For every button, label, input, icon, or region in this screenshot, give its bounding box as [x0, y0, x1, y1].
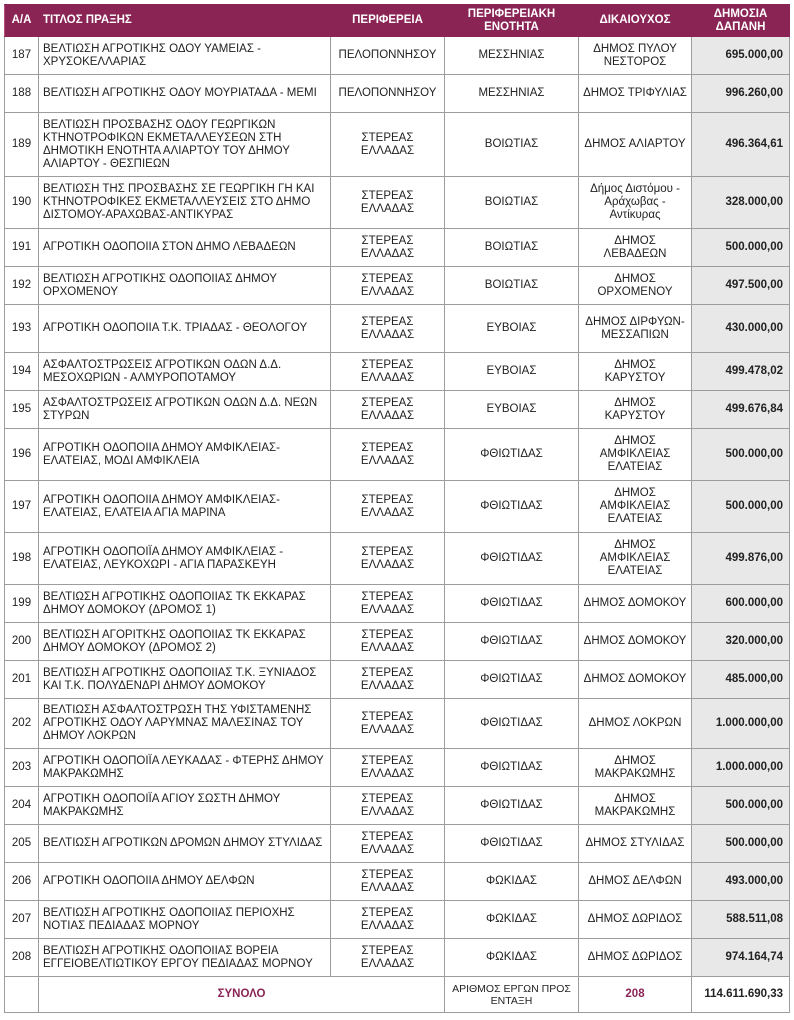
beneficiary-cell: ΔΗΜΟΣ ΑΜΦΙΚΛΕΙΑΣ ΕΛΑΤΕΙΑΣ [579, 533, 692, 585]
public-expenditure-cell: 500.000,00 [692, 787, 790, 825]
regional-unit-cell: ΒΟΙΩΤΙΑΣ [445, 229, 579, 267]
table-row [5, 305, 790, 353]
project-title: ΒΕΛΤΙΩΣΗ ΑΓΡΟΤΙΚΗΣ ΟΔΟΠΟΙΙΑΣ ΒΟΡΕΙΑ ΕΓΓΕΙΟΒΕΛΤΙΩΤΙΚΟΥ ΕΡΓΟΥ ΠΕΔΙΑΔΑΣ ΜΟΡΝΟΥ [39, 939, 331, 977]
row-number: 195 [5, 391, 39, 429]
row-number: 204 [5, 787, 39, 825]
table-row [5, 177, 790, 229]
row-number: 193 [5, 305, 39, 353]
table-row [5, 863, 790, 901]
region-cell: ΣΤΕΡΕΑΣ ΕΛΛΑΔΑΣ [331, 533, 445, 585]
project-title: ΒΕΛΤΙΩΣΗ ΑΓΡΟΤΙΚΗΣ ΟΔΟΥ ΜΟΥΡΙΑΤΑΔΑ - ΜΕΜΙ [39, 75, 331, 113]
beneficiary-cell: ΔΗΜΟΣ ΠΥΛΟΥ ΝΕΣΤΟΡΟΣ [579, 37, 692, 75]
regional-unit-cell: ΒΟΙΩΤΙΑΣ [445, 177, 579, 229]
beneficiary-cell: ΔΗΜΟΣ ΛΕΒΑΔΕΩΝ [579, 229, 692, 267]
table-row [5, 825, 790, 863]
row-number: 199 [5, 585, 39, 623]
regional-unit-cell: ΕΥΒΟΙΑΣ [445, 305, 579, 353]
table-row [5, 749, 790, 787]
regional-unit-cell: ΦΩΚΙΔΑΣ [445, 863, 579, 901]
region-cell: ΣΤΕΡΕΑΣ ΕΛΛΑΔΑΣ [331, 267, 445, 305]
total-amount: 114.611.690,33 [692, 977, 790, 1013]
beneficiary-cell: ΔΗΜΟΣ ΣΤΥΛΙΔΑΣ [579, 825, 692, 863]
row-number: 197 [5, 481, 39, 533]
total-empty-cell [5, 977, 39, 1013]
row-number: 188 [5, 75, 39, 113]
header-amount: ΔΗΜΟΣΙΑ ΔΑΠΑΝΗ [692, 5, 790, 37]
project-title: ΒΕΛΤΙΩΣΗ ΑΓΡΟΤΙΚΗΣ ΟΔΟΠΟΙΙΑΣ ΔΗΜΟΥ ΟΡΧΟΜΕΝΟΥ [39, 267, 331, 305]
regional-unit-cell: ΦΘΙΩΤΙΔΑΣ [445, 749, 579, 787]
regional-unit-cell: ΦΘΙΩΤΙΔΑΣ [445, 661, 579, 699]
project-title: ΑΓΡΟΤΙΚΗ ΟΔΟΠΟΙΪΑ ΑΓΙΟΥ ΣΩΣΤΗ ΔΗΜΟΥ ΜΑΚΡΑΚΩΜΗΣ [39, 787, 331, 825]
region-cell: ΣΤΕΡΕΑΣ ΕΛΛΑΔΑΣ [331, 113, 445, 177]
row-number: 187 [5, 37, 39, 75]
table-row [5, 113, 790, 177]
region-cell: ΣΤΕΡΕΑΣ ΕΛΛΑΔΑΣ [331, 863, 445, 901]
row-number: 194 [5, 353, 39, 391]
row-number: 192 [5, 267, 39, 305]
beneficiary-cell: ΔΗΜΟΣ ΜΑΚΡΑΚΩΜΗΣ [579, 749, 692, 787]
header-title: ΤΙΤΛΟΣ ΠΡΑΞΗΣ [39, 5, 331, 37]
regional-unit-cell: ΦΘΙΩΤΙΔΑΣ [445, 787, 579, 825]
table-row [5, 391, 790, 429]
table-row [5, 787, 790, 825]
beneficiary-cell: Δήμος Διστόμου - Αράχωβας - Αντίκυρας [579, 177, 692, 229]
beneficiary-cell: ΔΗΜΟΣ ΔΙΡΦΥΩΝ-ΜΕΣΣΑΠΙΩΝ [579, 305, 692, 353]
region-cell: ΣΤΕΡΕΑΣ ΕΛΛΑΔΑΣ [331, 585, 445, 623]
project-title: ΑΓΡΟΤΙΚΗ ΟΔΟΠΟΙΪΑ ΛΕΥΚΑΔΑΣ - ΦΤΕΡΗΣ ΔΗΜΟΥ ΜΑΚΡΑΚΩΜΗΣ [39, 749, 331, 787]
regional-unit-cell: ΜΕΣΣΗΝΙΑΣ [445, 37, 579, 75]
beneficiary-cell: ΔΗΜΟΣ ΚΑΡΥΣΤΟΥ [579, 391, 692, 429]
project-title: ΒΕΛΤΙΩΣΗ ΑΓΡΟΤΙΚΗΣ ΟΔΟΠΟΙΙΑΣ ΤΚ ΕΚΚΑΡΑΣ ΔΗΜΟΥ ΔΟΜΟΚΟΥ (ΔΡΟΜΟΣ 1) [39, 585, 331, 623]
public-expenditure-cell: 695.000,00 [692, 37, 790, 75]
regional-unit-cell: ΦΘΙΩΤΙΔΑΣ [445, 623, 579, 661]
row-number: 191 [5, 229, 39, 267]
region-cell: ΣΤΕΡΕΑΣ ΕΛΛΑΔΑΣ [331, 623, 445, 661]
public-expenditure-cell: 996.260,00 [692, 75, 790, 113]
region-cell: ΣΤΕΡΕΑΣ ΕΛΛΑΔΑΣ [331, 481, 445, 533]
project-title: ΑΓΡΟΤΙΚΗ ΟΔΟΠΟΙΙΑ Τ.Κ. ΤΡΙΑΔΑΣ - ΘΕΟΛΟΓΟΥ [39, 305, 331, 353]
regional-unit-cell: ΦΘΙΩΤΙΔΑΣ [445, 481, 579, 533]
table-row [5, 229, 790, 267]
project-title: ΒΕΛΤΙΩΣΗ ΠΡΟΣΒΑΣΗΣ ΟΔΟΥ ΓΕΩΡΓΙΚΩΝ ΚΤΗΝΟΤΡΟΦΙΚΩΝ ΕΚΜΕΤΑΛΛΕΥΣΕΩΝ ΣΤΗ ΔΗΜΟΤΙΚΗ ΕΝΟΤΗΤΑ ΑΛΙΑΡΤΟΥ ΤΟΥ ΔΗΜΟΥ ΑΛΙΑΡΤΟΥ - ΘΕΣΠΙΕΩΝ [39, 113, 331, 177]
public-expenditure-cell: 500.000,00 [692, 825, 790, 863]
region-cell: ΠΕΛΟΠΟΝΝΗΣΟΥ [331, 75, 445, 113]
regional-unit-cell: ΦΘΙΩΤΙΔΑΣ [445, 585, 579, 623]
beneficiary-cell: ΔΗΜΟΣ ΔΟΜΟΚΟΥ [579, 661, 692, 699]
table-row [5, 585, 790, 623]
region-cell: ΣΤΕΡΕΑΣ ΕΛΛΑΔΑΣ [331, 177, 445, 229]
row-number: 206 [5, 863, 39, 901]
project-title: ΒΕΛΤΙΩΣΗ ΑΓΡΟΤΙΚΗΣ ΟΔΟΠΟΙΙΑΣ Τ.Κ. ΞΥΝΙΑΔΟΣ ΚΑΙ Τ.Κ. ΠΟΛΥΔΕΝΔΡΙ ΔΗΜΟΥ ΔΟΜΟΚΟΥ [39, 661, 331, 699]
beneficiary-cell: ΔΗΜΟΣ ΑΜΦΙΚΛΕΙΑΣ ΕΛΑΤΕΙΑΣ [579, 429, 692, 481]
table-row [5, 481, 790, 533]
beneficiary-cell: ΔΗΜΟΣ ΔΟΜΟΚΟΥ [579, 623, 692, 661]
project-title: ΒΕΛΤΙΩΣΗ ΑΓΡΟΤΙΚΗΣ ΟΔΟΠΟΙΙΑΣ ΠΕΡΙΟΧΗΣ ΝΟΤΙΑΣ ΠΕΔΙΑΔΑΣ ΜΟΡΝΟΥ [39, 901, 331, 939]
regional-unit-cell: ΒΟΙΩΤΙΑΣ [445, 267, 579, 305]
public-expenditure-cell: 499.478,02 [692, 353, 790, 391]
table-header-row [5, 5, 790, 37]
region-cell: ΣΤΕΡΕΑΣ ΕΛΛΑΔΑΣ [331, 229, 445, 267]
beneficiary-cell: ΔΗΜΟΣ ΔΕΛΦΩΝ [579, 863, 692, 901]
beneficiary-cell: ΔΗΜΟΣ ΑΜΦΙΚΛΕΙΑΣ ΕΛΑΤΕΙΑΣ [579, 481, 692, 533]
public-expenditure-cell: 499.676,84 [692, 391, 790, 429]
header-region: ΠΕΡΙΦΕΡΕΙΑ [331, 5, 445, 37]
row-number: 190 [5, 177, 39, 229]
header-unit: ΠΕΡΙΦΕΡΕΙΑΚΗ ΕΝΟΤΗΤΑ [445, 5, 579, 37]
project-title: ΒΕΛΤΙΩΣΗ ΤΗΣ ΠΡΟΣΒΑΣΗΣ ΣΕ ΓΕΩΡΓΙΚΗ ΓΗ ΚΑΙ ΚΤΗΝΟΤΡΟΦΙΚΕΣ ΕΚΜΕΤΑΛΛΕΥΣΕΙΣ ΣΤΟ ΔΗΜΟ ΔΙΣΤΟΜΟΥ-ΑΡΑΧΩΒΑΣ-ΑΝΤΙΚΥΡΑΣ [39, 177, 331, 229]
row-number: 200 [5, 623, 39, 661]
region-cell: ΣΤΕΡΕΑΣ ΕΛΛΑΔΑΣ [331, 939, 445, 977]
region-cell: ΣΤΕΡΕΑΣ ΕΛΛΑΔΑΣ [331, 391, 445, 429]
public-expenditure-cell: 588.511,08 [692, 901, 790, 939]
beneficiary-cell: ΔΗΜΟΣ ΔΩΡΙΔΟΣ [579, 939, 692, 977]
public-expenditure-cell: 430.000,00 [692, 305, 790, 353]
region-cell: ΠΕΛΟΠΟΝΝΗΣΟΥ [331, 37, 445, 75]
region-cell: ΣΤΕΡΕΑΣ ΕΛΛΑΔΑΣ [331, 661, 445, 699]
region-cell: ΣΤΕΡΕΑΣ ΕΛΛΑΔΑΣ [331, 305, 445, 353]
total-label: ΣΥΝΟΛΟ [39, 977, 445, 1013]
public-expenditure-cell: 499.876,00 [692, 533, 790, 585]
table-row [5, 533, 790, 585]
regional-unit-cell: ΦΘΙΩΤΙΔΑΣ [445, 533, 579, 585]
public-expenditure-cell: 500.000,00 [692, 229, 790, 267]
project-count-label: ΑΡΙΘΜΟΣ ΕΡΓΩΝ ΠΡΟΣ ΕΝΤΑΞΗ [445, 977, 579, 1013]
region-cell: ΣΤΕΡΕΑΣ ΕΛΛΑΔΑΣ [331, 699, 445, 749]
beneficiary-cell: ΔΗΜΟΣ ΔΩΡΙΔΟΣ [579, 901, 692, 939]
total-row [5, 977, 790, 1013]
table-row [5, 267, 790, 305]
project-title: ΑΣΦΑΛΤΟΣΤΡΩΣΕΙΣ ΑΓΡΟΤΙΚΩΝ ΟΔΩΝ Δ.Δ. ΝΕΩΝ ΣΤΥΡΩΝ [39, 391, 331, 429]
table-row [5, 353, 790, 391]
beneficiary-cell: ΔΗΜΟΣ ΔΟΜΟΚΟΥ [579, 585, 692, 623]
public-expenditure-cell: 320.000,00 [692, 623, 790, 661]
row-number: 203 [5, 749, 39, 787]
region-cell: ΣΤΕΡΕΑΣ ΕΛΛΑΔΑΣ [331, 825, 445, 863]
region-cell: ΣΤΕΡΕΑΣ ΕΛΛΑΔΑΣ [331, 749, 445, 787]
regional-unit-cell: ΕΥΒΟΙΑΣ [445, 353, 579, 391]
project-title: ΑΓΡΟΤΙΚΗ ΟΔΟΠΟΙΙΑ ΣΤΟΝ ΔΗΜΟ ΛΕΒΑΔΕΩΝ [39, 229, 331, 267]
public-expenditure-cell: 496.364,61 [692, 113, 790, 177]
header-aa: Α/Α [5, 5, 39, 37]
public-expenditure-cell: 493.000,00 [692, 863, 790, 901]
row-number: 201 [5, 661, 39, 699]
public-expenditure-cell: 974.164,74 [692, 939, 790, 977]
public-expenditure-cell: 600.000,00 [692, 585, 790, 623]
project-title: ΑΓΡΟΤΙΚΗ ΟΔΟΠΟΙΙΑ ΔΗΜΟΥ ΑΜΦΙΚΛΕΙΑΣ-ΕΛΑΤΕΙΑΣ, ΜΟΔΙ ΑΜΦΙΚΛΕΙΑ [39, 429, 331, 481]
region-cell: ΣΤΕΡΕΑΣ ΕΛΛΑΔΑΣ [331, 353, 445, 391]
public-expenditure-cell: 485.000,00 [692, 661, 790, 699]
beneficiary-cell: ΔΗΜΟΣ ΛΟΚΡΩΝ [579, 699, 692, 749]
table-row [5, 699, 790, 749]
projects-table [4, 4, 790, 1013]
row-number: 196 [5, 429, 39, 481]
regional-unit-cell: ΕΥΒΟΙΑΣ [445, 391, 579, 429]
table-row [5, 37, 790, 75]
table-row [5, 75, 790, 113]
public-expenditure-cell: 500.000,00 [692, 429, 790, 481]
project-title: ΒΕΛΤΙΩΣΗ ΑΓΟΡΙΤΚΗΣ ΟΔΟΠΟΙΙΑΣ ΤΚ ΕΚΚΑΡΑΣ ΔΗΜΟΥ ΔΟΜΟΚΟΥ (ΔΡΟΜΟΣ 2) [39, 623, 331, 661]
row-number: 205 [5, 825, 39, 863]
table-row [5, 661, 790, 699]
public-expenditure-cell: 1.000.000,00 [692, 749, 790, 787]
beneficiary-cell: ΔΗΜΟΣ ΟΡΧΟΜΕΝΟΥ [579, 267, 692, 305]
beneficiary-cell: ΔΗΜΟΣ ΤΡΙΦΥΛΙΑΣ [579, 75, 692, 113]
table-row [5, 429, 790, 481]
regional-unit-cell: ΦΩΚΙΔΑΣ [445, 901, 579, 939]
beneficiary-cell: ΔΗΜΟΣ ΚΑΡΥΣΤΟΥ [579, 353, 692, 391]
public-expenditure-cell: 497.500,00 [692, 267, 790, 305]
project-count: 208 [579, 977, 692, 1013]
regional-unit-cell: ΦΩΚΙΔΑΣ [445, 939, 579, 977]
row-number: 202 [5, 699, 39, 749]
public-expenditure-cell: 1.000.000,00 [692, 699, 790, 749]
header-beneficiary: ΔΙΚΑΙΟΥΧΟΣ [579, 5, 692, 37]
table-row [5, 623, 790, 661]
row-number: 198 [5, 533, 39, 585]
project-title: ΑΣΦΑΛΤΟΣΤΡΩΣΕΙΣ ΑΓΡΟΤΙΚΩΝ ΟΔΩΝ Δ.Δ. ΜΕΣΟΧΩΡΙΩΝ - ΑΛΜΥΡΟΠΟΤΑΜΟΥ [39, 353, 331, 391]
project-title: ΒΕΛΤΙΩΣΗ ΑΣΦΑΛΤΟΣΤΡΩΣΗ ΤΗΣ ΥΦΙΣΤΑΜΕΝΗΣ ΑΓΡΟΤΙΚΗΣ ΟΔΟΥ ΛΑΡΥΜΝΑΣ ΜΑΛΕΣΙΝΑΣ ΤΟΥ ΔΗΜΟΥ ΛΟΚΡΩΝ [39, 699, 331, 749]
project-title: ΑΓΡΟΤΙΚΗ ΟΔΟΠΟΙΙΑ ΔΗΜΟΥ ΔΕΛΦΩΝ [39, 863, 331, 901]
row-number: 207 [5, 901, 39, 939]
row-number: 189 [5, 113, 39, 177]
region-cell: ΣΤΕΡΕΑΣ ΕΛΛΑΔΑΣ [331, 787, 445, 825]
public-expenditure-cell: 500.000,00 [692, 481, 790, 533]
regional-unit-cell: ΦΘΙΩΤΙΔΑΣ [445, 825, 579, 863]
beneficiary-cell: ΔΗΜΟΣ ΜΑΚΡΑΚΩΜΗΣ [579, 787, 692, 825]
row-number: 208 [5, 939, 39, 977]
table-row [5, 901, 790, 939]
regional-unit-cell: ΦΘΙΩΤΙΔΑΣ [445, 429, 579, 481]
project-title: ΑΓΡΟΤΙΚΗ ΟΔΟΠΟΙΪΑ ΔΗΜΟΥ ΑΜΦΙΚΛΕΙΑΣ - ΕΛΑΤΕΙΑΣ, ΛΕΥΚΟΧΩΡΙ - ΑΓΙΑ ΠΑΡΑΣΚΕΥΗ [39, 533, 331, 585]
regional-unit-cell: ΜΕΣΣΗΝΙΑΣ [445, 75, 579, 113]
regional-unit-cell: ΦΘΙΩΤΙΔΑΣ [445, 699, 579, 749]
region-cell: ΣΤΕΡΕΑΣ ΕΛΛΑΔΑΣ [331, 429, 445, 481]
project-title: ΑΓΡΟΤΙΚΗ ΟΔΟΠΟΙΙΑ ΔΗΜΟΥ ΑΜΦΙΚΛΕΙΑΣ-ΕΛΑΤΕΙΑΣ, ΕΛΑΤΕΙΑ ΑΓΙΑ ΜΑΡΙΝΑ [39, 481, 331, 533]
beneficiary-cell: ΔΗΜΟΣ ΑΛΙΑΡΤΟΥ [579, 113, 692, 177]
table-row [5, 939, 790, 977]
public-expenditure-cell: 328.000,00 [692, 177, 790, 229]
project-title: ΒΕΛΤΙΩΣΗ ΑΓΡΟΤΙΚΩΝ ΔΡΟΜΩΝ ΔΗΜΟΥ ΣΤΥΛΙΔΑΣ [39, 825, 331, 863]
document-page [4, 4, 789, 1013]
project-title: ΒΕΛΤΙΩΣΗ ΑΓΡΟΤΙΚΗΣ ΟΔΟΥ ΥΑΜΕΙΑΣ - ΧΡΥΣΟΚΕΛΛΑΡΙΑΣ [39, 37, 331, 75]
regional-unit-cell: ΒΟΙΩΤΙΑΣ [445, 113, 579, 177]
region-cell: ΣΤΕΡΕΑΣ ΕΛΛΑΔΑΣ [331, 901, 445, 939]
